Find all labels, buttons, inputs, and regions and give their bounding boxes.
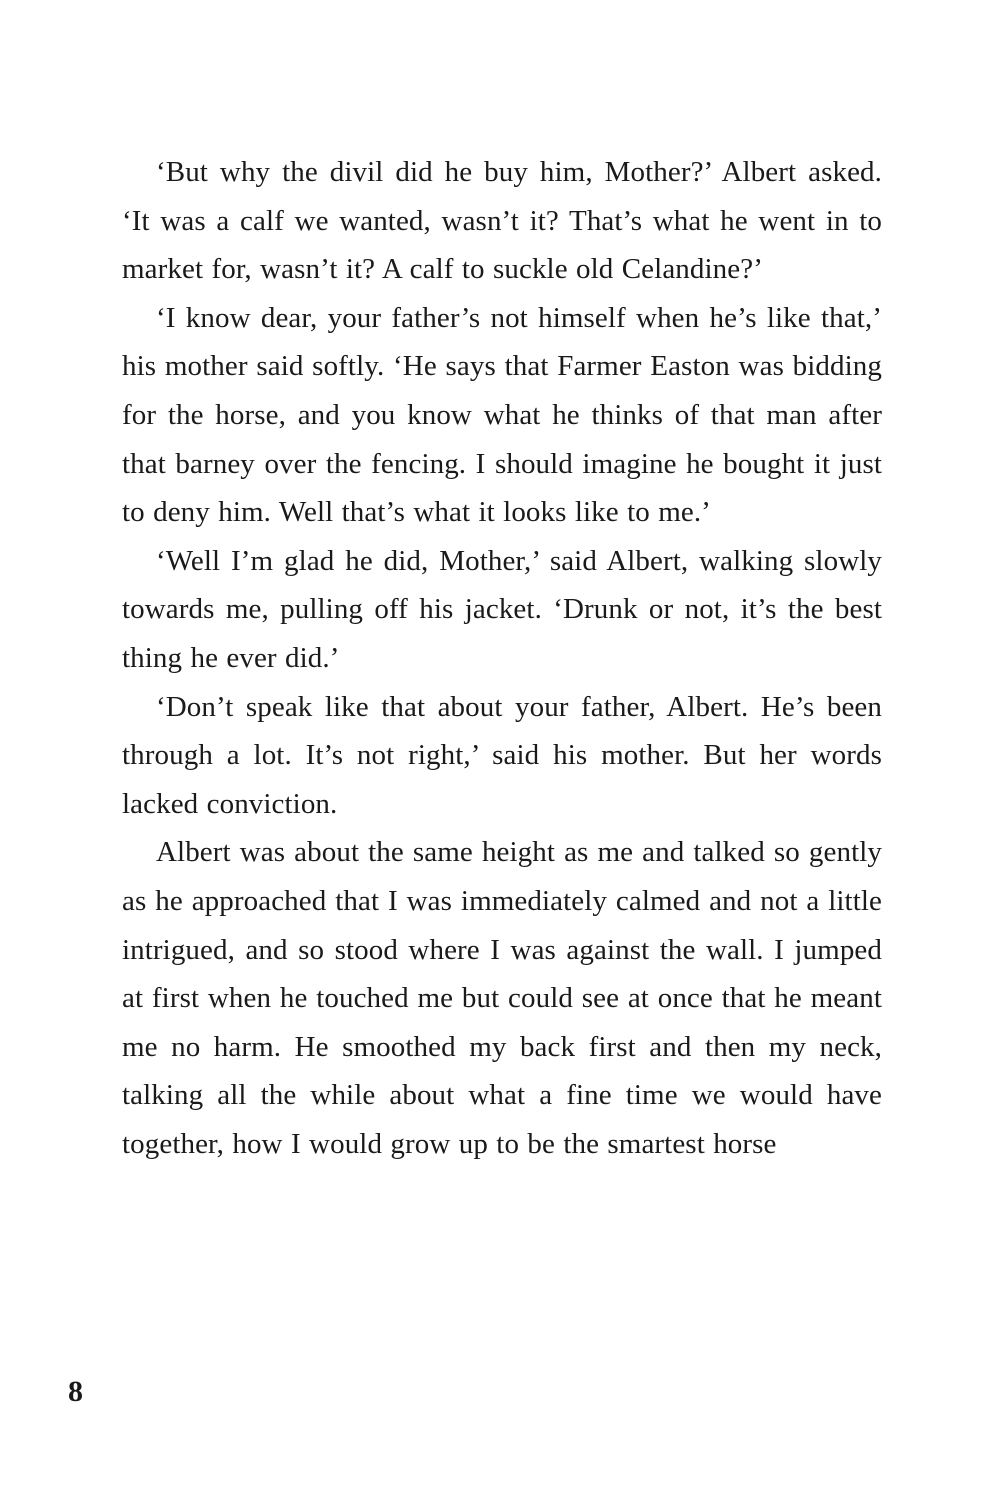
paragraph-1: ‘But why the divil did he buy him, Mother?’ Albert asked. ‘It was a calf we wanted, wasn’t it? That’s what he went in to market for, wasn’t it? A calf to suckle old Celandine?’ [122, 156, 882, 286]
paragraph-4: ‘Don’t speak like that about your father, Albert. He’s been through a lot. It’s not right,’ said his mother. But her words lacked conviction. [122, 690, 882, 820]
paragraph-3: ‘Well I’m glad he did, Mother,’ said Albert, walking slowly towards me, pulling off his jacket. ‘Drunk or not, it’s the best thing he ever did.’ [122, 544, 882, 674]
paragraph-5: Albert was about the same height as me and talked so gently as he approached that I was immediately calmed and not a little intrigued, and so stood where I was against the wall. I jumped at first when he touched me but could see at once that he meant me no harm. He smoothed my back first and then my neck, talking all the while about what a fine time we would have together, how I would grow up to be the smartest horse [122, 836, 882, 1160]
body-text [122, 148, 882, 1168]
page-number: 8 [68, 1375, 83, 1408]
paragraph-2: ‘I know dear, your father’s not himself when he’s like that,’ his mother said softly. ‘He says that Farmer Easton was bidding for the horse, and you know what he thinks of that man after that barney over the fencing. I should imagine he bought it just to deny him. Well that’s what it looks like to me.’ [122, 301, 882, 529]
